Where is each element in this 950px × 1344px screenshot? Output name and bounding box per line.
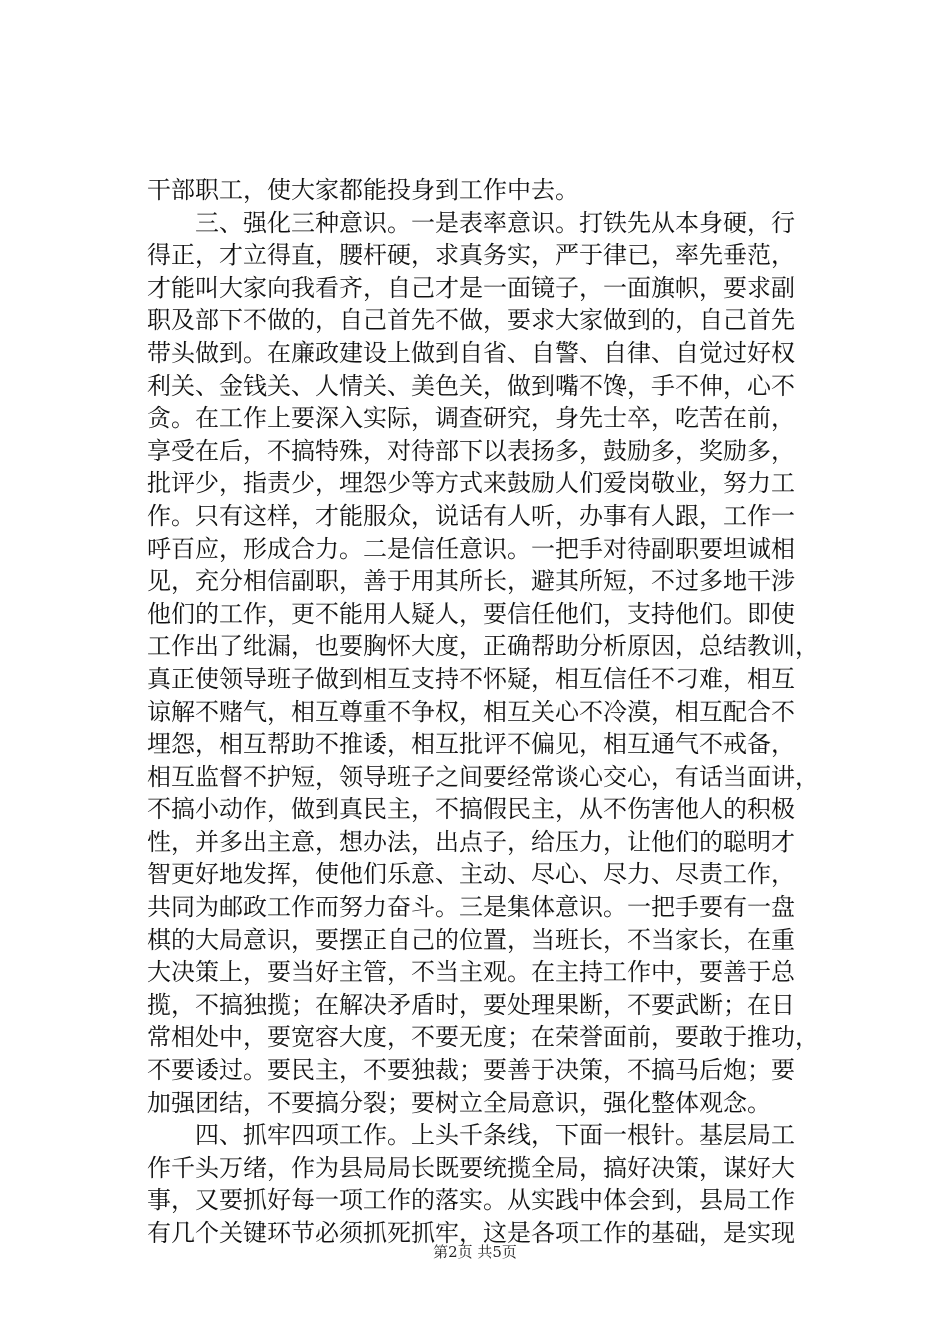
text-line: 享受在后，不搞特殊，对待部下以表扬多，鼓励多，奖励多， [147, 436, 795, 465]
text-line: 不要诿过。要民主，不要独裁；要善于决策，不搞马后炮；要 [147, 1056, 795, 1085]
text-line: 谅解不赌气，相互尊重不争权，相互关心不冷漠，相互配合不 [147, 697, 795, 726]
page-number-footer: 第2页 共5页 [433, 1243, 517, 1261]
text-line: 事，又要抓好每一项工作的落实。从实践中体会到，县局工作 [147, 1186, 795, 1215]
text-line: 得正，才立得直，腰杆硬，求真务实，严于律已，率先垂范， [147, 241, 795, 270]
text-line: 作。只有这样，才能服众，说话有人听，办事有人跟，工作一 [147, 501, 795, 530]
text-line: 有几个关键环节必须抓死抓牢，这是各项工作的基础，是实现 [147, 1219, 795, 1247]
text-line: 常相处中，要宽容大度，不要无度；在荣誉面前，要敢于推功， [147, 1023, 819, 1052]
text-line: 才能叫大家向我看齐，自己才是一面镜子，一面旗帜，要求副 [147, 273, 795, 302]
text-line: 干部职工，使大家都能投身到工作中去。 [147, 176, 579, 204]
text-line: 相互监督不护短，领导班子之间要经常谈心交心，有话当面讲， [147, 762, 819, 791]
text-line: 棋的大局意识，要摆正自己的位置，当班长，不当家长，在重 [147, 925, 795, 954]
text-line: 工作出了纰漏，也要胸怀大度，正确帮助分析原因，总结教训， [147, 632, 819, 661]
text-line: 他们的工作，更不能用人疑人，要信任他们，支持他们。即使 [147, 599, 795, 628]
text-line: 呼百应，形成合力。二是信任意识。一把手对待副职要坦诚相 [147, 534, 795, 563]
text-line: 埋怨，相互帮助不推诿，相互批评不偏见，相互通气不戒备， [147, 730, 795, 759]
text-line: 共同为邮政工作而努力奋斗。三是集体意识。一把手要有一盘 [147, 893, 795, 922]
text-line: 职及部下不做的，自己首先不做，要求大家做到的，自己首先 [147, 306, 795, 335]
text-line: 真正使领导班子做到相互支持不怀疑，相互信任不刁难，相互 [147, 664, 795, 693]
text-line: 智更好地发挥，使他们乐意、主动、尽心、尽力、尽责工作， [147, 860, 795, 889]
text-line: 贪。在工作上要深入实际，调查研究，身先士卒，吃苦在前， [147, 404, 795, 433]
text-line: 大决策上，要当好主管，不当主观。在主持工作中，要善于总 [147, 958, 795, 987]
text-line: 利关、金钱关、人情关、美色关，做到嘴不馋，手不伸，心不 [147, 371, 795, 400]
text-line: 不搞小动作，做到真民主，不搞假民主，从不伤害他人的积极 [147, 795, 795, 824]
text-line: 作千头万绪，作为县局局长既要统揽全局，搞好决策，谋好大 [147, 1153, 795, 1182]
paragraph-start-line: 四、抓牢四项工作。上头千条线，下面一根针。基层局工 [195, 1121, 795, 1150]
text-line: 批评少，指责少，埋怨少等方式来鼓励人们爱岗敬业，努力工 [147, 469, 795, 498]
document-body [147, 174, 847, 1250]
text-line: 带头做到。在廉政建设上做到自省、自警、自律、自觉过好权 [147, 338, 795, 367]
text-line: 见，充分相信副职，善于用其所长，避其所短，不过多地干涉 [147, 567, 795, 596]
text-line: 加强团结，不要搞分裂；要树立全局意识，强化整体观念。 [147, 1088, 771, 1117]
paragraph-start-line: 三、强化三种意识。一是表率意识。打铁先从本身硬，行 [195, 208, 795, 237]
text-line: 性，并多出主意，想办法，出点子，给压力，让他们的聪明才 [147, 827, 795, 856]
text-line: 揽，不搞独揽；在解决矛盾时，要处理果断，不要武断；在日 [147, 990, 795, 1019]
